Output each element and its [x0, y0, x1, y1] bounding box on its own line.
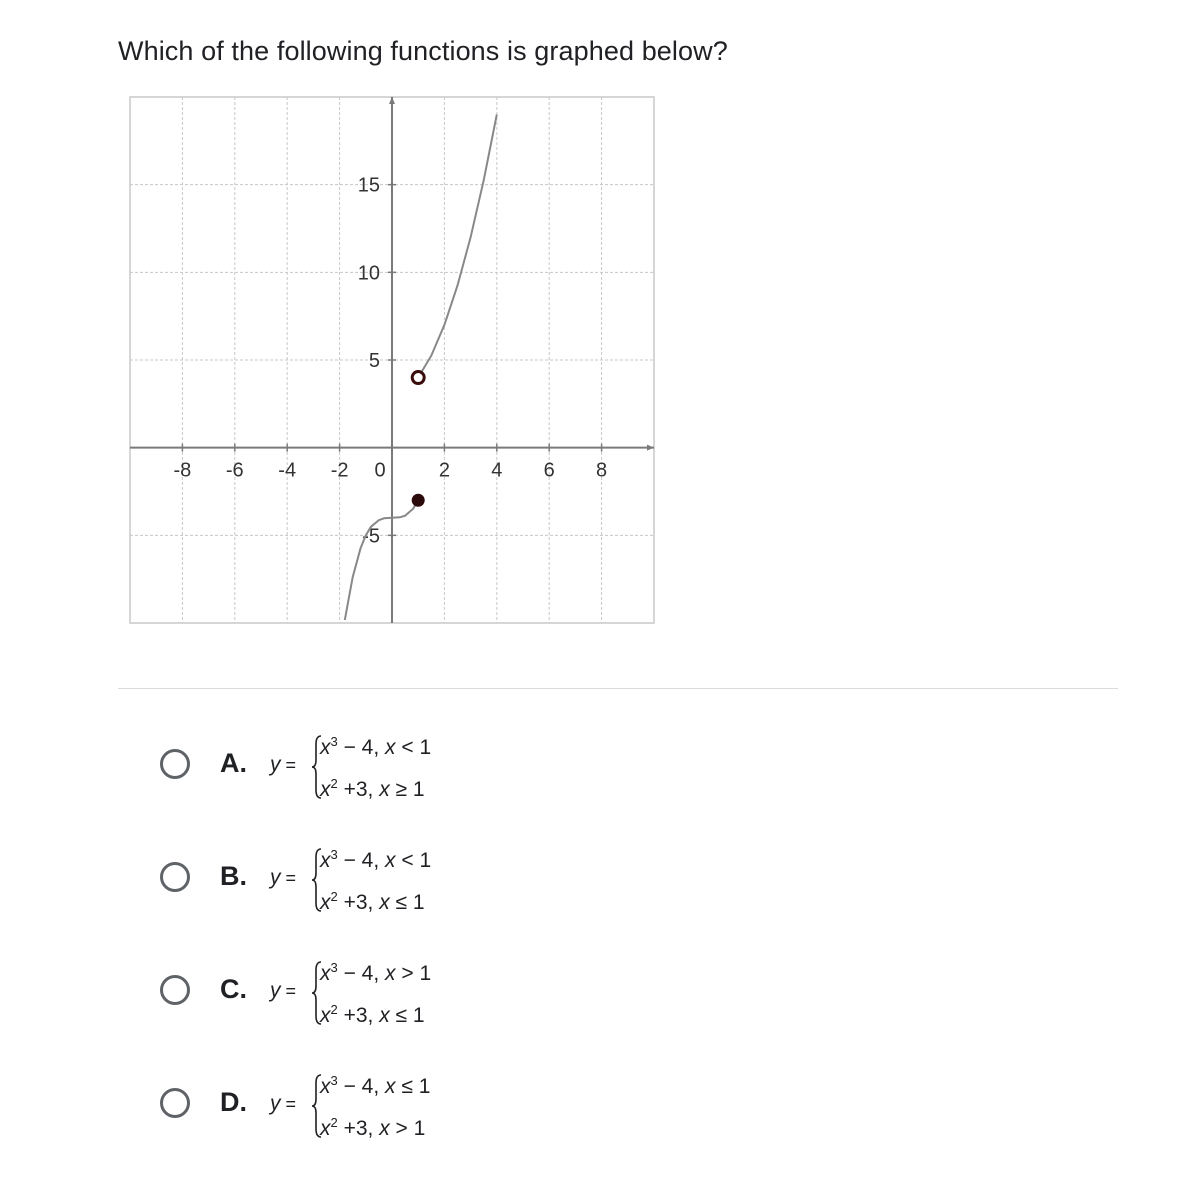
piece-1	[320, 847, 431, 873]
piece-text: +3,	[337, 1004, 380, 1027]
y-variable: y	[270, 866, 281, 889]
x-tick-label: 0	[374, 459, 386, 482]
radio-button[interactable]	[160, 975, 190, 1005]
piece-text: ≥ 1	[389, 778, 425, 801]
piece-text: < 1	[395, 736, 432, 759]
piece-text: x	[320, 1004, 331, 1027]
piece-text: x	[320, 891, 331, 914]
y-equals	[270, 753, 296, 777]
radio-button[interactable]	[160, 749, 190, 779]
option-letter: D.	[220, 1087, 247, 1117]
piece-text: − 4,	[337, 736, 386, 759]
piece-text: x	[320, 1075, 331, 1098]
piece-2	[320, 1002, 425, 1028]
piece-text: 3	[330, 847, 338, 862]
y-tick-label: -5	[362, 525, 380, 548]
y-equals	[270, 1092, 296, 1116]
answer-option-b[interactable]	[160, 846, 580, 936]
piece-text: x	[379, 1117, 390, 1140]
answer-option-d[interactable]	[160, 1072, 580, 1162]
piece-text: 3	[330, 734, 338, 749]
equals-sign: =	[280, 868, 297, 888]
piece-text: x	[320, 736, 331, 759]
answer-option-c[interactable]	[160, 959, 580, 1049]
piece-text: x	[385, 962, 396, 985]
piece-1	[320, 1073, 430, 1099]
y-tick-label: 5	[368, 350, 380, 372]
piece-text: x	[385, 849, 396, 872]
x-tick-label: -4	[278, 459, 297, 482]
open-endpoint	[412, 372, 424, 384]
piece-text: − 4,	[337, 849, 386, 872]
divider	[118, 688, 1118, 689]
y-tick-label: 15	[357, 174, 380, 197]
function-graph	[128, 95, 656, 625]
y-equals	[270, 979, 296, 1003]
answer-option-a[interactable]	[160, 733, 580, 823]
piece-text: − 4,	[337, 962, 386, 985]
radio-button[interactable]	[160, 1088, 190, 1118]
piece-text: x	[320, 1117, 331, 1140]
option-letter: C.	[220, 974, 247, 1004]
piece-text: x	[385, 1075, 396, 1098]
x-tick-label: -2	[330, 459, 349, 482]
closed-endpoint	[412, 494, 425, 507]
x-tick-label: -8	[173, 459, 192, 482]
piece-2	[320, 1115, 425, 1141]
piece-text: 2	[330, 1002, 338, 1017]
piece-text: ≤ 1	[389, 1004, 425, 1027]
piece-text: x	[379, 778, 390, 801]
piece-2	[320, 889, 425, 915]
piece-text: 3	[330, 960, 338, 975]
piece-text: > 1	[389, 1117, 426, 1140]
radio-button[interactable]	[160, 862, 190, 892]
x-tick-label: 6	[543, 459, 555, 482]
x-tick-label: 4	[491, 459, 503, 482]
piece-1	[320, 734, 431, 760]
piece-1	[320, 960, 431, 986]
y-variable: y	[270, 753, 281, 776]
x-tick-label: -6	[225, 459, 244, 482]
piece-2	[320, 776, 425, 802]
y-equals	[270, 866, 296, 890]
y-variable: y	[270, 979, 281, 1002]
equals-sign: =	[280, 981, 297, 1001]
piece-text: 2	[330, 889, 338, 904]
question-text: Which of the following functions is graphed below?	[118, 36, 728, 66]
piece-text: x	[379, 1004, 390, 1027]
y-variable: y	[270, 1092, 281, 1115]
piece-text: > 1	[395, 962, 432, 985]
piece-text: − 4,	[337, 1075, 386, 1098]
piece-text: +3,	[337, 778, 380, 801]
piece-text: +3,	[337, 1117, 380, 1140]
piece-text: ≤ 1	[389, 891, 425, 914]
piece-text: +3,	[337, 891, 380, 914]
piece-text: ≤ 1	[395, 1075, 431, 1098]
equals-sign: =	[280, 755, 297, 775]
piece-text: 2	[330, 1115, 338, 1130]
x-tick-label: 2	[438, 459, 450, 482]
x-tick-label: 8	[596, 459, 608, 482]
piece-text: x	[320, 962, 331, 985]
piece-text: x	[385, 736, 396, 759]
piece-text: x	[320, 849, 331, 872]
y-tick-label: 10	[357, 262, 380, 285]
piece-text: 3	[330, 1073, 338, 1088]
piece-text: < 1	[395, 849, 432, 872]
piece-text: 2	[330, 776, 338, 791]
option-letter: B.	[220, 861, 247, 891]
piece-text: x	[379, 891, 390, 914]
option-letter: A.	[220, 748, 247, 778]
piece-text: x	[320, 778, 331, 801]
equals-sign: =	[280, 1094, 297, 1114]
